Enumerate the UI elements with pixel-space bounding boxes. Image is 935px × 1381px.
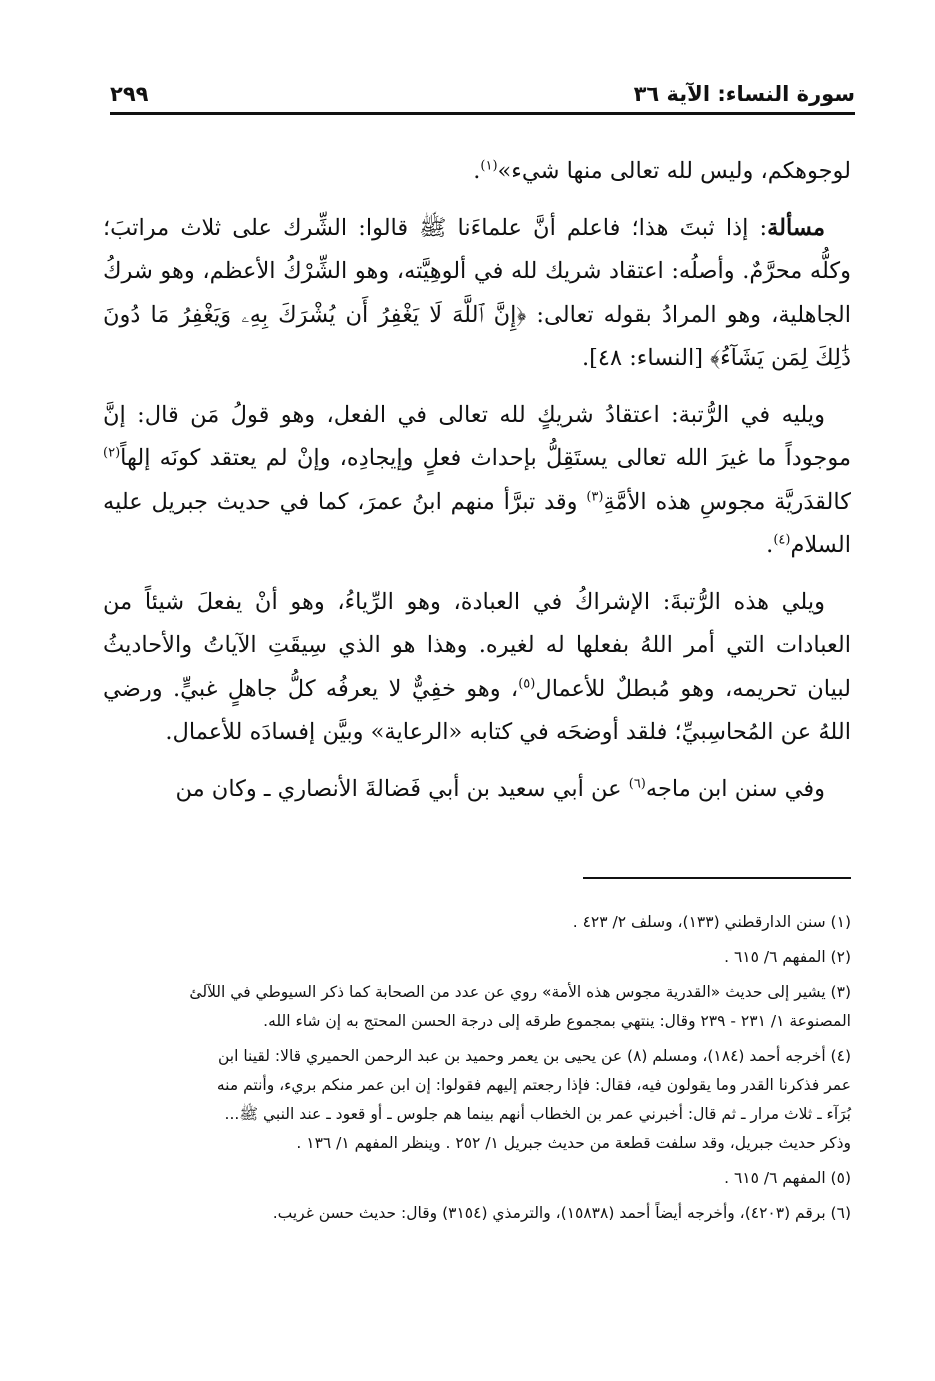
header-title: سورة النساء: الآية ٣٦ <box>633 82 855 106</box>
footnote-3-line-2: المصنوعة ١/ ٢٣١ - ٢٣٩ وقال: ينتهي بمجموع طرقه إلى درجة الحسن المحتج به إن شاء الله. <box>263 1012 851 1030</box>
footnote-3-line-1: (٣) يشير إلى حديث «القدرية مجوس هذه الأمة» روي عن عدد من الصحابة كما ذكر السيوطي في اللآلئ <box>189 983 851 1001</box>
paragraph-0-end: . <box>473 158 481 184</box>
footnote-4-line-3: بُرَآء ـ ثلاث مرار ـ ثم قال: أخبرني عمر بن الخطاب أنهم بينما هم جلوس ـ أو قعود ـ عند النبي ﷺ... <box>224 1105 851 1123</box>
footnote-4-line-1: (٤) أخرجه أحمد (١٨٤)، ومسلم (٨) عن يحيى بن يعمر وحميد بن عبد الرحمن الحميري قالا: لقينا ابن <box>217 1047 851 1065</box>
paragraph-0-text: لوجوهكم، وليس لله تعالى منها شيء» <box>497 158 851 184</box>
footnote-2: (٢) المفهم ٦/ ٦١٥ . <box>724 948 851 966</box>
paragraph-2-part-b: كالقدَريَّة مجوسِ هذه الأمَّةِ <box>603 488 851 515</box>
main-text <box>103 150 851 824</box>
paragraph-3 <box>103 581 851 755</box>
footnote-ref-1: (١) <box>480 158 498 174</box>
paragraph-4-part-b: عن أبي سعيد بن أبي فَضالةَ الأنصاري ـ وكان من <box>175 775 629 802</box>
paragraph-3-part-a: ويلي هذه الرُّتبةَ: الإشراكُ في العبادة، وهو الرِّياءُ، وهو أنْ يفعلَ شيئاً من العبادات التي أمر اللهُ بفعلها له لغيره. وهذا هو الذي سِيقَتِ الآياتُ والأحاديثُ لبيان تحريمه، وهو مُبطلٌ للأعمال <box>103 588 852 702</box>
footnote-ref-4: (٤) <box>773 532 791 548</box>
paragraph-2 <box>103 394 851 568</box>
footnote-5: (٥) المفهم ٦/ ٦١٥ . <box>724 1169 851 1187</box>
page-number: ٢٩٩ <box>110 82 149 106</box>
footnote-3 <box>81 978 851 1036</box>
footnote-1: (١) سنن الدارقطني (١٣٣)، وسلف ٢/ ٤٢٣ . <box>572 913 851 931</box>
paragraph-3-part-b: ، وهو خفِيٌّ لا يعرفُه كلُّ جاهلٍ غبيٍّ. ورضي اللهُ عن المُحاسِبيِّ؛ فلقد أوضحَه في كتابه «الرعاية» وبيَّن إفسادَه للأعمال. <box>103 675 851 745</box>
footnote-ref-3: (٣) <box>586 489 604 504</box>
paragraph-1-text: : إذا ثبتَ هذا؛ فاعلم أنَّ علماءَنا ﷺ قالوا: الشِّرك على ثلاث مراتبَ؛ وكلُّه محرَّمٌ. وأصلُه: اعتقاد شريك لله في ألوهِيَّته، وهو الشِّرْكُ الأعظم، وهو شركُ الجاهلية، وهو المرادُ بقوله تعالى: ﴿إِنَّ ٱللَّهَ لَا يَغْفِرُ أَن يُشْرَكَ بِهِۦ وَيَغْفِرُ مَا دُونَ ذَٰلِكَ لِمَن يَشَآءُ﴾ [النساء: ٤٨]. <box>103 214 851 371</box>
paragraph-1 <box>103 207 851 381</box>
paragraph-2-part-d: . <box>766 532 774 558</box>
footnote-4 <box>81 1042 851 1158</box>
footnote-divider <box>583 877 851 879</box>
paragraph-2-part-a: ويليه في الرُّتبة: اعتقادُ شريكٍ لله تعالى في الفعل، وهو قولُ مَن قال: إنَّ موجوداً ما غيرَ الله تعالى يستَقِلُّ بإحداث فعلٍ وإيجادِه، وإنْ لم يعتقد كونَه إلهاً <box>103 401 851 471</box>
paragraph-4-part-a: وفي سنن ابن ماجه <box>645 775 825 802</box>
paragraph-4 <box>103 768 851 812</box>
footnotes <box>81 908 851 1234</box>
footnote-6: (٦) برقم (٤٢٠٣)، وأخرجه أيضاً أحمد (١٥٨٣٨)، والترمذي (٣١٥٤) وقال: حديث حسن غريب. <box>272 1204 851 1222</box>
issue-label: مسألة <box>767 214 825 241</box>
footnote-4-line-2: عمر فذكرنا القدر وما يقولون فيه، فقال: فإذا رجعتم إليهم فقولوا: إن ابن عمر منكم بريء، وأنتم منه <box>216 1076 851 1094</box>
footnote-ref-2: (٢) <box>103 445 121 461</box>
footnote-ref-5: (٥) <box>518 676 536 691</box>
paragraph-2-part-c: وقد تبرَّأ منهم ابنُ عمرَ، كما في حديث جبريل عليه السلام <box>103 488 851 558</box>
footnote-ref-6: (٦) <box>628 776 646 791</box>
footnote-4-line-4: وذكر حديث جبريل، وقد سلفت قطعة من حديث جبريل ١/ ٢٥٢ . وينظر المفهم ١/ ١٣٦ . <box>296 1134 851 1152</box>
running-header <box>110 66 855 115</box>
paragraph-0 <box>103 150 851 194</box>
